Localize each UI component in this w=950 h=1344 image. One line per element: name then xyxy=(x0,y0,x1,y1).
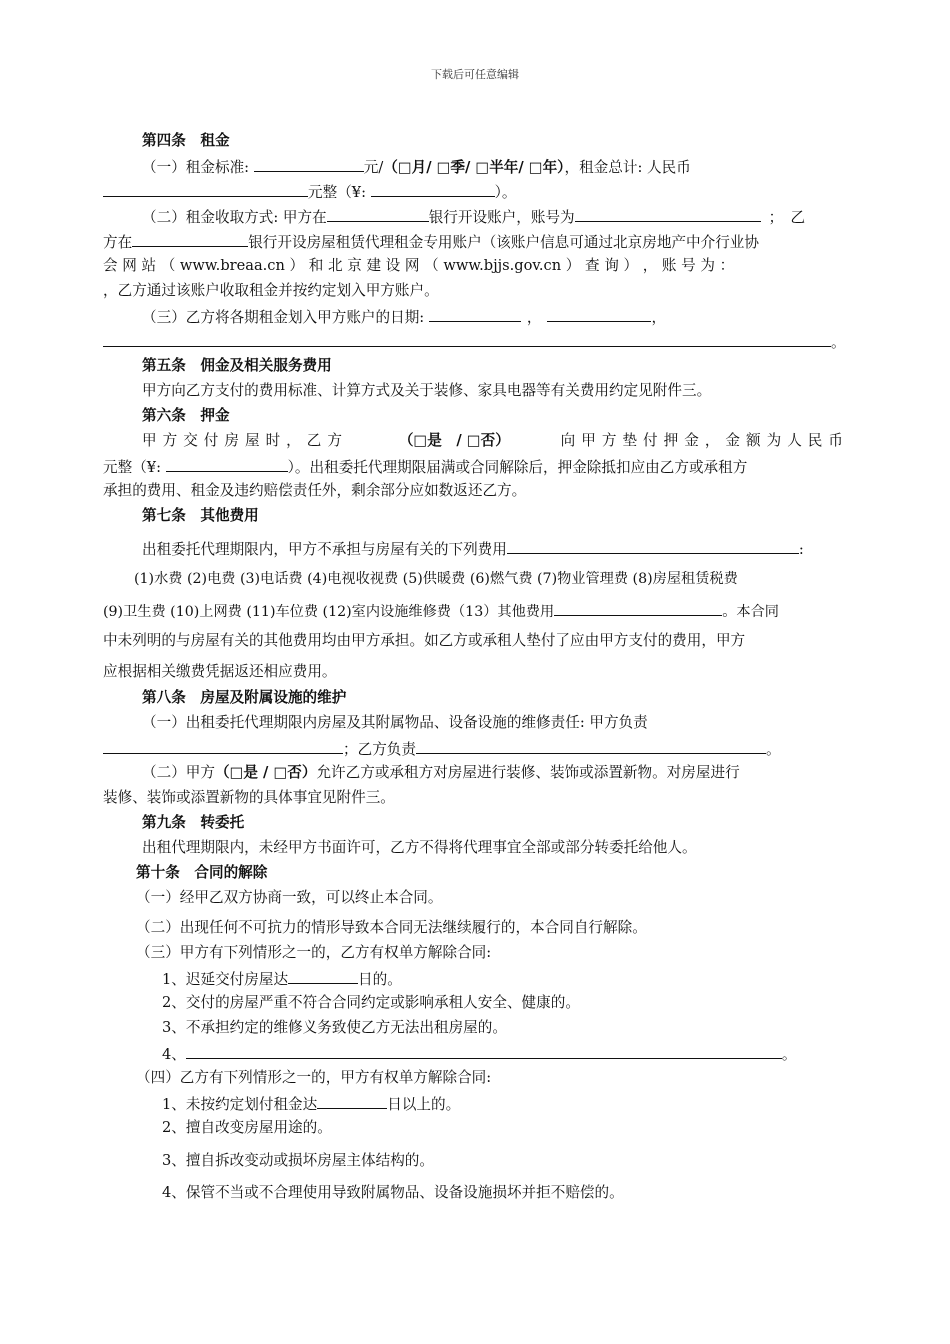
article-4-line-2 xyxy=(103,181,849,203)
article-10-item-4: （四）乙方有下列情形之一的，甲方有权单方解除合同: xyxy=(136,1069,492,1086)
article-10-item-4-2: 2、擅自改变房屋用途的。 xyxy=(162,1119,332,1136)
article-8-line-3 xyxy=(142,763,849,783)
period: 。 xyxy=(781,1046,797,1063)
escrow-account-text: 银行开设房屋租赁代理租金专用账户（该账户信息可通过北京房地产中介行业协 xyxy=(248,234,759,251)
article-8-line-4: 装修、装饰或添置新物的具体事宜见附件三。 xyxy=(103,789,395,806)
renovation-intro: （二）甲方 xyxy=(142,764,215,781)
transfer-date-blank-3[interactable] xyxy=(103,331,831,347)
article-10-item-3: （三）甲方有下列情形之一的，乙方有权单方解除合同: xyxy=(136,944,492,961)
article-4-line-7 xyxy=(142,306,849,328)
colon: : xyxy=(798,541,804,558)
article-4-line-1 xyxy=(142,156,849,178)
article-5-title: 第五条 佣金及相关服务费用 xyxy=(142,357,332,374)
item-4-blank[interactable] xyxy=(186,1043,782,1059)
page-header: 下载后可任意编辑 xyxy=(431,68,519,81)
rent-standard-blank[interactable] xyxy=(254,156,364,172)
item-4-label: 4、 xyxy=(162,1046,186,1063)
article-4-line-5: 会 网 站 （ www.breaa.cn ） 和 北 京 建 设 网 （ www.bjjs.gov.cn ） 查 询 ） ， 账 号 为 ： xyxy=(103,257,735,274)
rent-standard-label: （一）租金标准: xyxy=(142,159,254,176)
deposit-amount-label: 向甲方垫付押金，金额为人民币 xyxy=(560,432,849,449)
article-10-item-3-4 xyxy=(162,1043,849,1065)
article-7-line-1 xyxy=(142,538,849,560)
rent-delay-label: 1、未按约定划付租金达 xyxy=(162,1096,318,1113)
article-6-title: 第六条 押金 xyxy=(142,407,230,424)
article-6-line-1 xyxy=(142,431,849,451)
article-9-text: 出租代理期限内，未经甲方书面许可，乙方不得将代理事宜全部或部分转委托给他人。 xyxy=(142,839,697,856)
article-7-line-5: 应根据相关缴费凭据返还相应费用。 xyxy=(103,663,337,680)
article-4-title: 第四条 租金 xyxy=(142,132,230,149)
renovation-options[interactable]: （□是 / □否） xyxy=(214,764,317,781)
article-7-fee-list-1: (1)水费 (2)电费 (3)电话费 (4)电视收视费 (5)供暖费 (6)燃气费 (7)物业管理费 (8)房屋租赁税费 xyxy=(134,571,738,587)
article-10-item-4-4: 4、保管不当或不合理使用导致附属物品、设备设施损坏并拒不赔偿的。 xyxy=(162,1184,624,1201)
other-fees-blank[interactable] xyxy=(554,600,722,616)
rent-period-options[interactable]: （□月/ □季/ □半年/ □年） xyxy=(383,159,565,176)
article-10-item-2: （二）出现任何不可抗力的情形导致本合同无法继续履行的，本合同自行解除。 xyxy=(136,919,647,936)
party-b-maintenance-blank[interactable] xyxy=(416,738,766,754)
deposit-terms: ）。出租委托代理期限届满或合同解除后，押金除抵扣应由乙方或承租方 xyxy=(287,459,748,476)
fee-list-text: (9)卫生费 (10)上网费 (11)车位费 (12)室内设施维修费（13）其他费用 xyxy=(103,604,555,620)
unit-text: 元/ xyxy=(363,159,384,176)
article-4-line-4 xyxy=(103,231,849,253)
comma: ， xyxy=(526,309,542,326)
article-5-text: 甲方向乙方支付的费用标准、计算方式及关于装修、家具电器等有关费用约定见附件三。 xyxy=(142,382,712,399)
account-label: 银行开设账户，账号为 xyxy=(428,209,575,226)
days-text: 日的。 xyxy=(358,971,402,988)
article-10-title: 第十条 合同的解除 xyxy=(136,864,268,881)
article-10-item-3-2: 2、交付的房屋严重不符合合同约定或影响承租人安全、健康的。 xyxy=(162,994,580,1011)
article-6-line-2 xyxy=(103,456,849,478)
article-6-line-3: 承担的费用、租金及违约赔偿责任外，剩余部分应如数返还乙方。 xyxy=(103,482,527,499)
transfer-date-blank-2[interactable] xyxy=(547,306,651,322)
delay-label: 1、迟延交付房屋达 xyxy=(162,971,289,988)
article-8-title: 第八条 房屋及附属设施的维护 xyxy=(142,689,347,706)
transfer-date-blank-1[interactable] xyxy=(429,306,521,322)
article-10-item-4-1 xyxy=(162,1093,849,1115)
collection-method-label: （二）租金收取方式: 甲方在 xyxy=(142,209,327,226)
days-text: 日以上的。 xyxy=(387,1096,461,1113)
party-a-bank-blank[interactable] xyxy=(327,206,429,222)
party-b-bank-blank[interactable] xyxy=(132,231,248,247)
deposit-intro: 甲方交付房屋时，乙方 xyxy=(142,432,348,449)
article-7-title: 第七条 其他费用 xyxy=(142,507,259,524)
article-4-line-3 xyxy=(142,206,849,228)
rent-total-rmb-blank[interactable] xyxy=(103,181,308,197)
contract-text: 。本合同 xyxy=(722,604,779,620)
rent-total-label: ，租金总计: 人民币 xyxy=(564,159,691,176)
rent-delay-days-blank[interactable] xyxy=(317,1093,387,1109)
transfer-date-label: （三）乙方将各期租金划入甲方账户的日期: xyxy=(142,309,429,326)
article-10-item-3-3: 3、不承担约定的维修义务致使乙方无法出租房屋的。 xyxy=(162,1019,507,1036)
deposit-amount-blank[interactable] xyxy=(166,456,288,472)
party-b-bank-label: 方在 xyxy=(103,234,133,251)
deposit-yuan-label: 元整（¥: xyxy=(103,459,166,476)
deposit-options[interactable]: （□是 / □否） xyxy=(398,432,510,449)
rent-total-number-blank[interactable] xyxy=(371,181,495,197)
article-8-line-1: （一）出租委托代理期限内房屋及其附属物品、设备设施的维修责任: 甲方负责 xyxy=(142,714,648,731)
comma: ， xyxy=(651,309,667,326)
renovation-text: 允许乙方或承租方对房屋进行装修、装饰或添置新物。对房屋进行 xyxy=(316,764,740,781)
article-7-line-4: 中未列明的与房屋有关的其他费用均由甲方承担。如乙方或承租人垫付了应由甲方支付的费用，甲方 xyxy=(103,632,746,649)
party-b-lead: ； 乙 xyxy=(768,209,806,226)
article-9-title: 第九条 转委托 xyxy=(142,814,245,831)
excluded-fees-label: 出租委托代理期限内，甲方不承担与房屋有关的下列费用 xyxy=(142,541,507,558)
delay-days-blank[interactable] xyxy=(288,968,358,984)
party-a-maintenance-blank[interactable] xyxy=(103,738,343,754)
article-4-line-8 xyxy=(103,331,849,353)
article-10-item-4-3: 3、擅自拆改变动或损坏房屋主体结构的。 xyxy=(162,1152,434,1169)
rent-total-yuan-label: 元整（¥: xyxy=(308,184,371,201)
excluded-fees-blank[interactable] xyxy=(507,538,799,554)
article-10-item-3-1 xyxy=(162,968,849,990)
article-7-fee-list-2 xyxy=(103,600,849,622)
period: 。 xyxy=(831,334,846,351)
period: 。 xyxy=(765,741,781,758)
party-b-maintenance-label: ；乙方负责 xyxy=(343,741,416,758)
article-8-line-2 xyxy=(103,738,849,760)
article-10-item-1: （一）经甲乙双方协商一致，可以终止本合同。 xyxy=(136,889,443,906)
close-paren: ）。 xyxy=(494,184,517,201)
article-4-line-6: ，乙方通过该账户收取租金并按约定划入甲方账户。 xyxy=(103,282,439,299)
party-a-account-blank[interactable] xyxy=(575,206,761,222)
